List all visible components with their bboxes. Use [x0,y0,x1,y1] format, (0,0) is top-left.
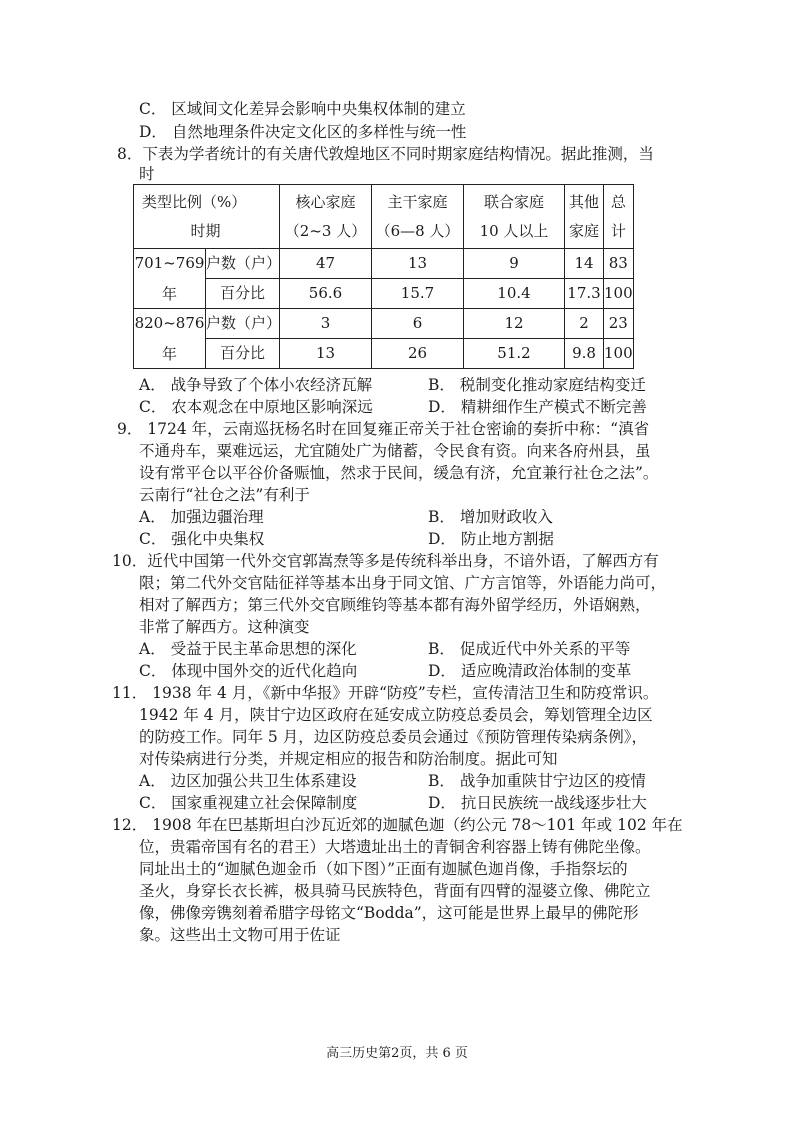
q11-option-b[interactable]: B． 战争加重陕甘宁边区的疫情 [428,772,646,790]
q9-stem-line-2: 不通舟车，粟难远运，尤宜随处广为储蓄，令民食有资。向来各府州县，虽 [139,442,651,460]
table-cell: 3 [280,309,372,339]
corner-bottom-label: 时期 [190,221,221,240]
q10-stem-line-3: 相对了解西方；第三代外交官顾维钧等基本都有海外留学经历，外语娴熟， [139,596,651,614]
q10-stem-line-2: 限；第二代外交官陆征祥等基本出身于同文馆、广方言馆等，外语能力尚可， [139,574,667,592]
table-cell: 13 [372,249,464,279]
row-label: 百分比 [206,339,280,369]
period-label: 年 [161,344,177,363]
header-total [604,185,634,249]
period-cell [134,249,206,309]
q8-option-b[interactable]: B． 税制变化推动家庭结构变迁 [428,376,646,394]
header-line: 家庭 [568,221,599,240]
q9-option-b[interactable]: B． 增加财政收入 [428,508,553,526]
table-cell: 2 [565,309,604,339]
table-cell: 9.8 [565,339,604,369]
header-line: （6—8 人） [375,221,460,240]
table-cell: 6 [372,309,464,339]
q12-stem-line-5: 像，佛像旁镌刻着希腊字母铭文“Bodda”，这可能是世界上最早的佛陀形 [139,904,639,922]
header-line: 其他 [568,192,599,211]
q10-option-c[interactable]: C． 体现中国外交的近代化趋向 [139,662,358,680]
q10-option-b[interactable]: B． 促成近代中外关系的平等 [428,640,631,658]
q8-option-c[interactable]: C． 农本观念在中原地区影响深远 [139,398,373,416]
family-structure-table [133,184,634,369]
q12-stem-line-6: 象。这些出土文物可用于佐证 [139,926,341,944]
header-line: 总 [610,192,626,211]
header-other-family [565,185,604,249]
q9-option-a[interactable]: A． 加强边疆治理 [139,508,264,526]
q10-option-a[interactable]: A． 受益于民主革命思想的深化 [139,640,357,658]
table-cell: 47 [280,249,372,279]
q11-stem-line-4: 对传染病进行分类，并规定相应的报告和防治制度。据此可知 [139,750,558,768]
table-cell: 100 [604,339,634,369]
q12-stem-line-2: 位，贵霜帝国有名的君王）大塔遗址出土的青铜舍利容器上铸有佛陀坐像。 [139,838,651,856]
corner-top-label: 类型比例（%） [142,192,247,211]
table-cell: 10.4 [464,279,565,309]
q8-option-a[interactable]: A． 战争导致了个体小农经济瓦解 [139,376,373,394]
table-cell: 26 [372,339,464,369]
period-label: 年 [161,284,177,303]
header-core-family [280,185,372,249]
table-cell: 83 [604,249,634,279]
period-label: 701~769 [134,253,205,272]
q12-stem-line-1: 12． 1908 年在巴基斯坦白沙瓦近郊的迦腻色迦（约公元 78～101 年或 102 年在 [112,816,683,834]
header-line: 核心家庭 [295,192,356,211]
q8-stem-line-1: 8．下表为学者统计的有关唐代敦煌地区不同时期家庭结构情况。据此推测，当 [117,145,654,163]
q11-option-c[interactable]: C． 国家重视建立社会保障制度 [139,794,358,812]
table-cell: 17.3 [565,279,604,309]
table-cell: 15.7 [372,279,464,309]
table-cell: 51.2 [464,339,565,369]
header-line: 计 [610,221,626,240]
q10-stem-line-4: 非常了解西方。这种演变 [139,618,310,636]
row-label: 户数（户） [206,249,280,279]
header-stem-family [372,185,464,249]
row-label: 户数（户） [206,309,280,339]
q9-stem-line-3: 设有常平仓以平谷价备赈恤，然求于民间，缓急有济，允宜兼行社仓之法”。 [139,464,659,482]
row-label: 百分比 [206,279,280,309]
q11-stem-line-2: 1942 年 4 月，陕甘宁边区政府在延安成立防疫总委员会，筹划管理全边区 [139,706,653,724]
table-cell: 12 [464,309,565,339]
q11-stem-line-3: 的防疫工作。同年 5 月，边区防疫总委员会通过《预防管理传染病条例》， [139,728,647,746]
q8-option-d[interactable]: D． 精耕细作生产模式不断完善 [428,398,647,416]
period-label: 820~876 [134,313,205,332]
q11-stem-line-1: 11． 1938 年 4 月，《新中华报》开辟“防疫”专栏，宣传清洁卫生和防疫常识。 [112,684,659,702]
header-line: 10 人以上 [479,221,549,240]
table-cell: 56.6 [280,279,372,309]
q11-option-d[interactable]: D． 抗日民族统一战线逐步壮大 [428,794,647,812]
table-corner-header [134,185,280,249]
q7-option-c[interactable]: C． 区域间文化差异会影响中央集权体制的建立 [139,100,466,118]
page-footer: 高三历史第2页，共 6 页 [326,1046,468,1061]
table-cell: 100 [604,279,634,309]
header-joint-family [464,185,565,249]
q9-stem-line-1: 9． 1724 年，云南巡抚杨名时在回复雍正帝关于社仓密谕的奏折中称：“滇省 [117,420,650,438]
table-cell: 9 [464,249,565,279]
table-cell: 13 [280,339,372,369]
q10-stem-line-1: 10．近代中国第一代外交官郭嵩焘等多是传统科举出身，不谙外语，了解西方有 [112,552,659,570]
q9-option-d[interactable]: D． 防止地方割据 [428,530,554,548]
header-line: 联合家庭 [483,192,544,211]
period-cell [134,309,206,369]
q7-option-d[interactable]: D． 自然地理条件决定文化区的多样性与统一性 [139,123,467,141]
table-cell: 14 [565,249,604,279]
table-cell: 23 [604,309,634,339]
q9-option-c[interactable]: C． 强化中央集权 [139,530,265,548]
header-line: （2~3 人） [284,221,367,240]
header-line: 主干家庭 [387,192,448,211]
q8-stem-line-2: 时 [139,165,155,183]
q11-option-a[interactable]: A． 边区加强公共卫生体系建设 [139,772,357,790]
q12-stem-line-4: 圣火，身穿长衣长裤，极具骑马民族特色，背面有四臂的湿婆立像、佛陀立 [139,882,651,900]
q9-stem-line-4: 云南行“社仓之法”有利于 [139,486,310,504]
q12-stem-line-3: 同址出土的“迦腻色迦金币（如下图）”正面有迦腻色迦肖像，手指祭坛的 [139,860,628,878]
q10-option-d[interactable]: D． 适应晚清政治体制的变革 [428,662,632,680]
